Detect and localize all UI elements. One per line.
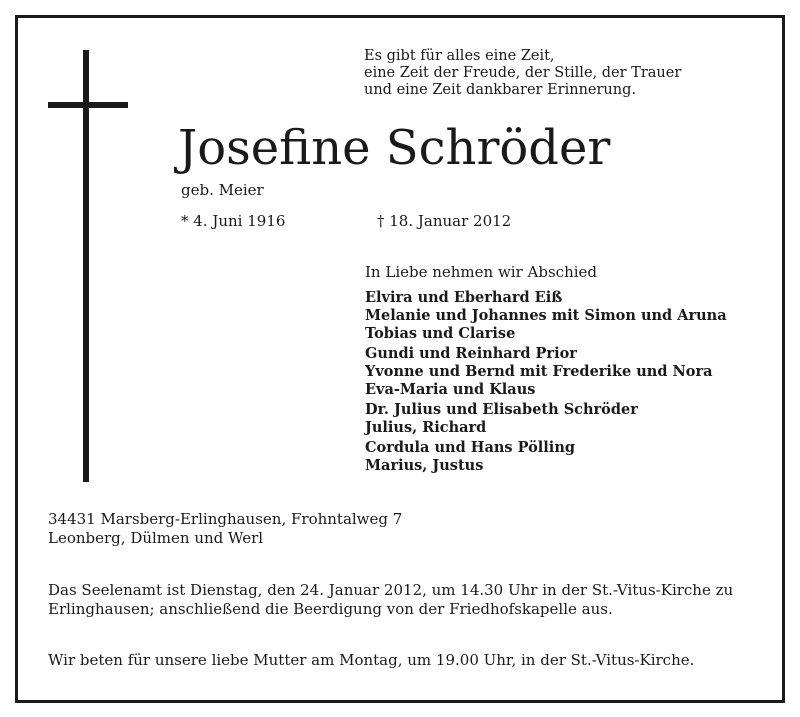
mourner-line: Eva-Maria und Klaus xyxy=(365,381,536,398)
mourner-line: Yvonne und Bernd mit Frederike und Nora xyxy=(365,363,713,380)
mourner-group xyxy=(365,439,727,475)
quote-line: eine Zeit der Freude, der Stille, der Trauer xyxy=(364,65,682,81)
mourner-line: Cordula und Hans Pölling xyxy=(365,439,575,456)
maiden-name: geb. Meier xyxy=(181,181,264,199)
birth-date: * 4. Juni 1916 xyxy=(181,212,286,230)
mourner-group xyxy=(365,345,727,399)
prayer-info: Wir beten für unsere liebe Mutter am Montag, um 19.00 Uhr, in der St.-Vitus-Kirche. xyxy=(48,651,695,669)
farewell-line: In Liebe nehmen wir Abschied xyxy=(365,263,598,281)
mourners-list xyxy=(365,289,727,477)
address-line: Leonberg, Dülmen und Werl xyxy=(48,529,264,547)
quote-line: Es gibt für alles eine Zeit, xyxy=(364,48,555,64)
quote-line: und eine Zeit dankbarer Erinnerung. xyxy=(364,82,636,98)
address-block xyxy=(48,510,402,548)
deceased-name: Josefine Schröder xyxy=(178,120,611,176)
mourner-line: Tobias und Clarise xyxy=(365,325,516,342)
mourner-line: Julius, Richard xyxy=(365,419,487,436)
address-line: 34431 Marsberg-Erlinghausen, Frohntalweg 7 xyxy=(48,510,403,528)
cross-vertical-bar xyxy=(83,50,89,482)
mourner-line: Marius, Justus xyxy=(365,457,484,474)
mourner-line: Elvira und Eberhard Eiß xyxy=(365,289,563,306)
death-date: † 18. Januar 2012 xyxy=(377,212,512,230)
quote xyxy=(364,48,681,99)
mourner-group xyxy=(365,289,727,343)
service-line: Erlinghausen; anschließend die Beerdigung von der Friedhofskapelle aus. xyxy=(48,600,613,618)
cross-horizontal-bar xyxy=(48,102,128,108)
mourner-group xyxy=(365,401,727,437)
service-line: Das Seelenamt ist Dienstag, den 24. Januar 2012, um 14.30 Uhr in der St.-Vitus-Kirche zu xyxy=(48,581,734,599)
mourner-line: Gundi und Reinhard Prior xyxy=(365,345,577,362)
service-info xyxy=(48,581,768,619)
mourner-line: Dr. Julius und Elisabeth Schröder xyxy=(365,401,638,418)
mourner-line: Melanie und Johannes mit Simon und Aruna xyxy=(365,307,727,324)
